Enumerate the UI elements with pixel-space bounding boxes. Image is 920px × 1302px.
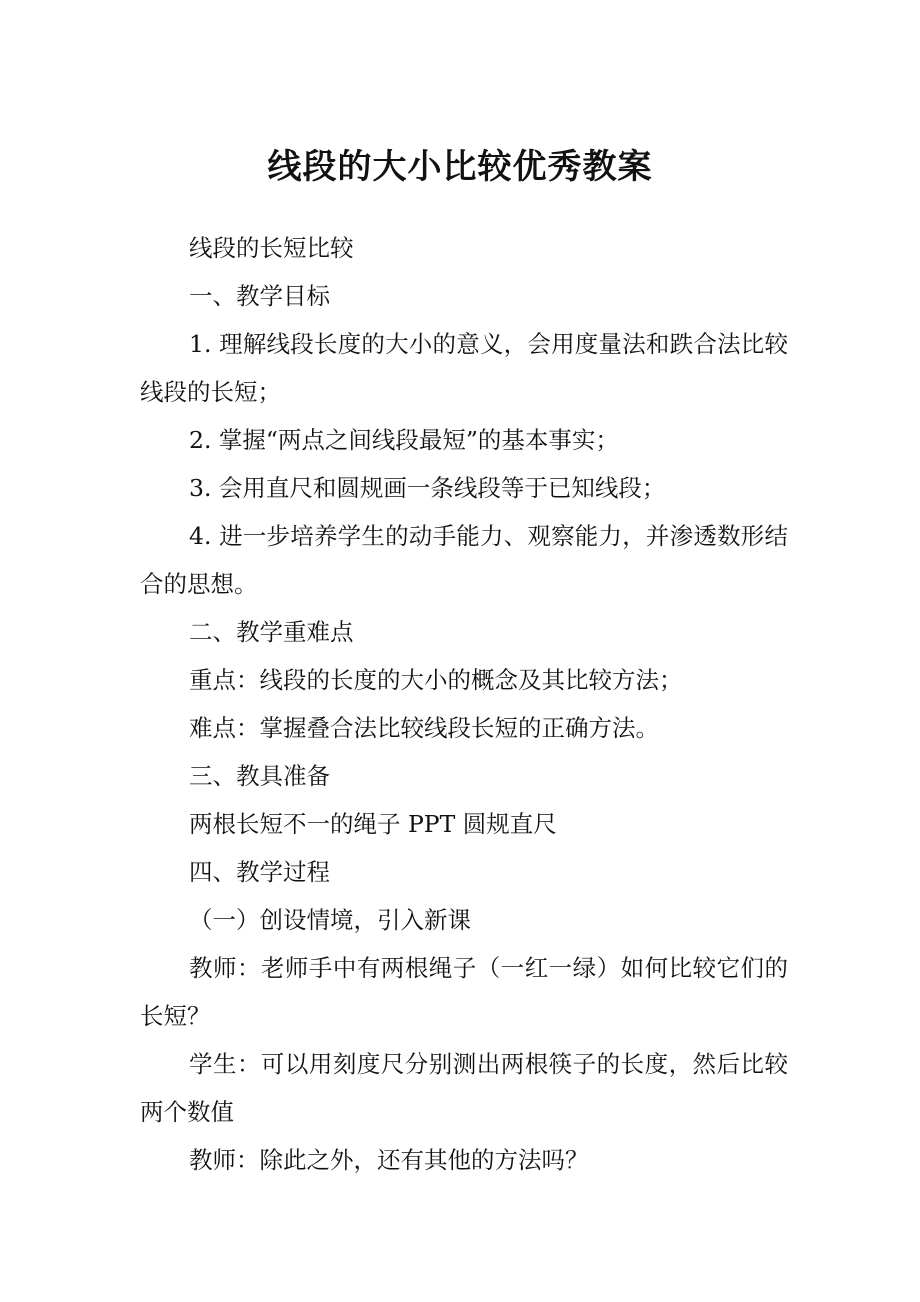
- teaching-aids-list: 两根长短不一的绳子 PPT 圆规直尺: [189, 810, 557, 838]
- difficult-point: 难点：掌握叠合法比较线段长短的正确方法。: [189, 714, 659, 742]
- heading-teaching-process: 四、教学过程: [189, 858, 330, 886]
- dialogue-teacher-1: 教师：老师手中有两根绳子（一红一绿）如何比较它们的长短？: [140, 954, 788, 1030]
- document-body: [140, 224, 788, 1184]
- goal-item-3: 3. 会用直尺和圆规画一条线段等于已知线段；: [189, 474, 666, 502]
- process-step-1-heading: （一）创设情境，引入新课: [189, 906, 471, 934]
- goal-item-1: 1. 理解线段长度的大小的意义，会用度量法和跌合法比较线段的长短；: [140, 330, 788, 406]
- heading-teaching-aids: 三、教具准备: [189, 762, 330, 790]
- dialogue-student-1: 学生：可以用刻度尺分别测出两根筷子的长度，然后比较两个数值: [140, 1050, 788, 1126]
- heading-teaching-goals: 一、教学目标: [189, 282, 330, 310]
- goal-item-2: 2. 掌握“两点之间线段最短”的基本事实；: [189, 426, 619, 454]
- paragraph-subtitle: 线段的长短比较: [189, 234, 354, 262]
- dialogue-teacher-2: 教师：除此之外，还有其他的方法吗？: [189, 1146, 589, 1174]
- document-title: 线段的大小比较优秀教案: [267, 147, 653, 187]
- heading-key-difficult-points: 二、教学重难点: [189, 618, 354, 646]
- goal-item-4: 4. 进一步培养学生的动手能力、观察能力，并渗透数形结合的思想。: [140, 522, 788, 598]
- key-point: 重点：线段的长度的大小的概念及其比较方法；: [189, 666, 683, 694]
